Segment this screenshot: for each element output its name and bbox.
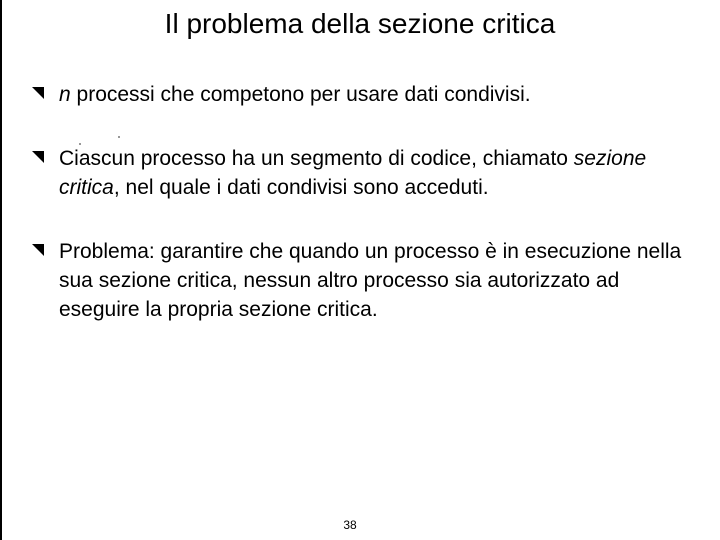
bullet-marker-icon xyxy=(32,87,44,99)
bullet-text-part: Ciascun processo ha un segmento di codice, chiamato xyxy=(59,147,574,170)
bullet-text xyxy=(59,237,692,324)
slide-left-border xyxy=(0,0,2,540)
bullet-emphasis: sezione critica xyxy=(59,147,647,199)
bullet-list xyxy=(32,80,692,324)
bullet-text xyxy=(59,144,692,202)
bullet-marker-icon xyxy=(32,244,44,256)
page-number: 38 xyxy=(343,518,357,532)
bullet-item-critical-section xyxy=(32,144,692,202)
bullet-text xyxy=(59,80,692,109)
speck xyxy=(79,143,81,145)
bullet-text-part: processi che competono per usare dati condivisi. xyxy=(70,83,531,106)
speck xyxy=(118,136,120,138)
bullet-text-part: , nel quale i dati condivisi sono acceduti. xyxy=(113,176,489,199)
slide-title: Il problema della sezione critica xyxy=(164,8,556,39)
bullet-marker-icon xyxy=(32,151,44,163)
bullet-emphasis: n xyxy=(59,83,71,106)
bullet-item-processes xyxy=(32,80,692,109)
bullet-text-part: Problema: garantire che quando un processo è in esecuzione nella sua sezione critica, nessun altro processo sia autorizzato ad eseguire la propria sezione critica. xyxy=(59,240,682,321)
bullet-item-problem xyxy=(32,237,692,324)
